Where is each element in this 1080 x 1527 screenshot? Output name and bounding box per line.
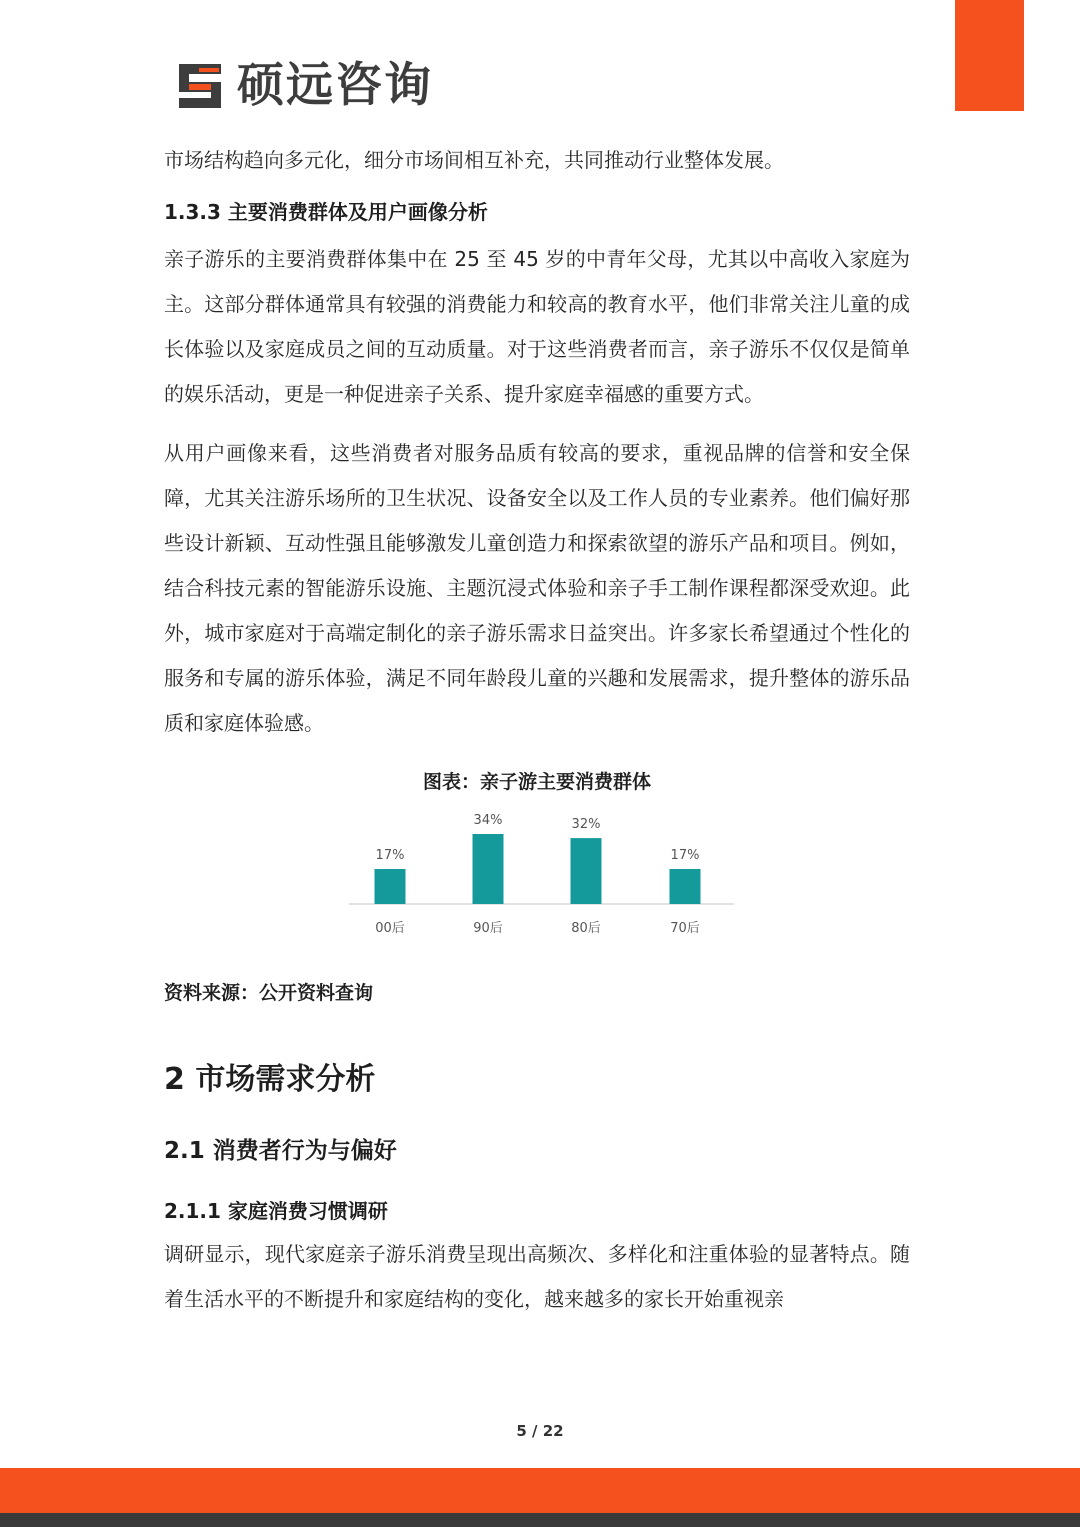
company-logo xyxy=(175,58,433,114)
bar-00后 xyxy=(375,869,406,904)
footer-dark-bar xyxy=(0,1513,1080,1527)
document-body xyxy=(164,138,910,1322)
section-2-1-1-heading: 2.1.1 家庭消费习惯调研 xyxy=(164,1199,388,1223)
header-accent-block xyxy=(955,0,1024,111)
section-2-heading: 2 市场需求分析 xyxy=(164,1062,376,1097)
section-1-3-3-heading: 1.3.3 主要消费群体及用户画像分析 xyxy=(164,200,488,224)
section-1-3-3-paragraph-1: 亲子游乐的主要消费群体集中在 25 至 45 岁的中青年父母，尤其以中高收入家庭为主。这部分群体通常具有较强的消费能力和较高的教育水平，他们非常关注儿童的成长体验以及家庭成员之间的互动质量。对于这些消费者而言，亲子游乐不仅仅是简单的娱乐活动，更是一种促进亲子关系、提升家庭幸福感的重要方式。 xyxy=(164,247,910,406)
category-label: 70后 xyxy=(670,921,700,936)
logo-text: 硕远咨询 xyxy=(237,58,433,113)
section-2-1-1-paragraph-1: 调研显示，现代家庭亲子游乐消费呈现出高频次、多样化和注重体验的显著特点。随着生活水平的不断提升和家庭结构的变化，越来越多的家长开始重视亲 xyxy=(164,1242,910,1311)
chart-caption: 图表：亲子游主要消费群体 xyxy=(422,771,651,793)
data-source: 资料来源：公开资料查询 xyxy=(164,982,374,1004)
consumer-group-chart xyxy=(164,796,910,956)
category-label: 80后 xyxy=(571,921,601,936)
section-1-3-3-paragraph-2: 从用户画像来看，这些消费者对服务品质有较高的要求，重视品牌的信誉和安全保障，尤其关注游乐场所的卫生状况、设备安全以及工作人员的专业素养。他们偏好那些设计新颖、互动性强且能够激发儿童创造力和探索欲望的游乐产品和项目。例如，结合科技元素的智能游乐设施、主题沉浸式体验和亲子手工制作课程都深受欢迎。此外，城市家庭对于高端定制化的亲子游乐需求日益突出。许多家长希望通过个性化的服务和专属的游乐体验，满足不同年龄段儿童的兴趣和发展需求，提升整体的游乐品质和家庭体验感。 xyxy=(164,441,910,735)
logo-mark-icon xyxy=(175,60,227,112)
bar-value-label: 17% xyxy=(375,848,405,863)
category-label: 90后 xyxy=(473,921,503,936)
intro-paragraph: 市场结构趋向多元化，细分市场间相互补充，共同推动行业整体发展。 xyxy=(164,148,784,172)
bar-80后 xyxy=(571,838,602,904)
bar-value-label: 34% xyxy=(473,813,503,828)
bar-value-label: 32% xyxy=(571,817,601,833)
section-2-1-heading: 2.1 消费者行为与偏好 xyxy=(164,1138,397,1164)
bar-chart-svg xyxy=(164,796,910,956)
bar-value-label: 17% xyxy=(670,848,700,863)
footer-accent-bar xyxy=(0,1468,1080,1513)
bar-70后 xyxy=(670,869,701,904)
category-label: 00后 xyxy=(375,921,405,936)
bar-90后 xyxy=(473,834,504,904)
page-number: 5 / 22 xyxy=(516,1422,564,1440)
